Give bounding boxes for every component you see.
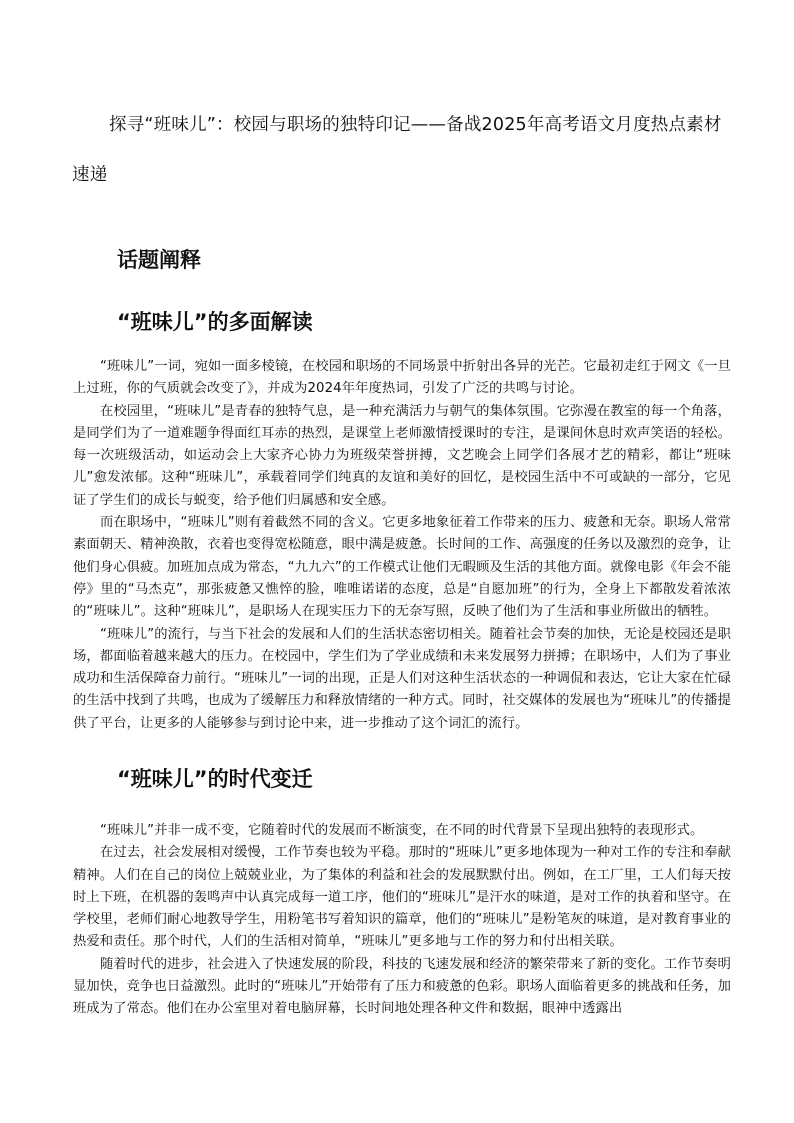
paragraph: 在过去，社会发展相对缓慢，工作节奏也较为平稳。那时的“班味儿”更多地体现为一种对工作的专注和奉献精神。人们在自己的岗位上兢兢业业，为了集体的利益和社会的发展默默付出。例如，在工厂里，工人们每天按时上下班，在机器的轰鸣声中认真完成每一道工序，他们的“班味儿”是汗水的味道，是对工作的执着和坚守。在学校里，老师们耐心地教导学生，用粉笔书写着知识的篇章，他们的“班味儿”是粉笔灰的味道，是对教育事业的热爱和责任。那个时代，人们的生活相对简单，“班味儿”更多地与工作的努力和付出相关联。 [73, 845, 731, 950]
section-body-era-change [73, 820, 731, 1021]
paragraph: 随着时代的进步，社会进入了快速发展的阶段，科技的飞速发展和经济的繁荣带来了新的变化。工作节奏明显加快，竞争也日益激烈。此时的“班味儿”开始带有了压力和疲惫的色彩。职场人面临着更多的挑战和任务，加班成为了常态。他们在办公室里对着电脑屏幕，长时间地处理各种文件和数据，眼神中透露出 [73, 956, 731, 1017]
paragraph: 而在职场中，“班味儿”则有着截然不同的含义。它更多地象征着工作带来的压力、疲惫和无奈。职场人常常素面朝天、精神涣散，衣着也变得宽松随意，眼中满是疲惫。长时间的工作、高强度的任务以及激烈的竞争，让他们身心俱疲。加班加点成为常态，“九九六”的工作模式让他们无暇顾及生活的其他方面。就像电影《年会不能停》里的“马杰克”，那张疲惫又憔悴的脸，唯唯诺诺的态度，总是“自愿加班”的行为，全身上下都散发着浓浓的“班味儿”。这种“班味儿”，是职场人在现实压力下的无奈写照，反映了他们为了生活和事业所做出的牺牲。 [73, 515, 731, 620]
paragraph: “班味儿”一词，宛如一面多棱镜，在校园和职场的不同场景中折射出各异的光芒。它最初走红于网文《一旦上过班，你的气质就会改变了》，并成为2024年年度热词，引发了广泛的共鸣与讨论。 [73, 359, 731, 397]
document-title: 探寻“班味儿”：校园与职场的独特印记——备战2025年高考语文月度热点素材速递 [72, 115, 722, 185]
section-body-multifaceted [73, 356, 731, 735]
section-heading-multifaceted: “班味儿”的多面解读 [117, 310, 313, 334]
paragraph: “班味儿”并非一成不变，它随着时代的发展而不断演变，在不同的时代背景下呈现出独特的表现形式。 [100, 823, 704, 838]
topic-heading: 话题阐释 [117, 248, 201, 272]
paragraph: 在校园里，“班味儿”是青春的独特气息，是一种充满活力与朝气的集体氛围。它弥漫在教室的每一个角落，是同学们为了一道难题争得面红耳赤的热烈，是课堂上老师激情授课时的专注，是课间休息时欢声笑语的轻松。每一次班级活动，如运动会上大家齐心协力为班级荣誉拼搏，文艺晚会上同学们各展才艺的精彩，都让“班味儿”愈发浓郁。这种“班味儿”，承载着同学们纯真的友谊和美好的回忆，是校园生活中不可或缺的一部分，它见证了学生们的成长与蜕变，给予他们归属感和安全感。 [73, 403, 731, 508]
section-heading-era-change: “班味儿”的时代变迁 [117, 767, 313, 791]
paragraph: “班味儿”的流行，与当下社会的发展和人们的生活状态密切相关。随着社会节奏的加快，无论是校园还是职场，都面临着越来越大的压力。在校园中，学生们为了学业成绩和未来发展努力拼搏；在职场中，人们为了事业成功和生活保障奋力前行。“班味儿”一词的出现，正是人们对这种生活状态的一种调侃和表达，它让大家在忙碌的生活中找到了共鸣，也成为了缓解压力和释放情绪的一种方式。同时，社交媒体的发展也为“班味儿”的传播提供了平台，让更多的人能够参与到讨论中来，进一步推动了这个词汇的流行。 [73, 626, 731, 731]
